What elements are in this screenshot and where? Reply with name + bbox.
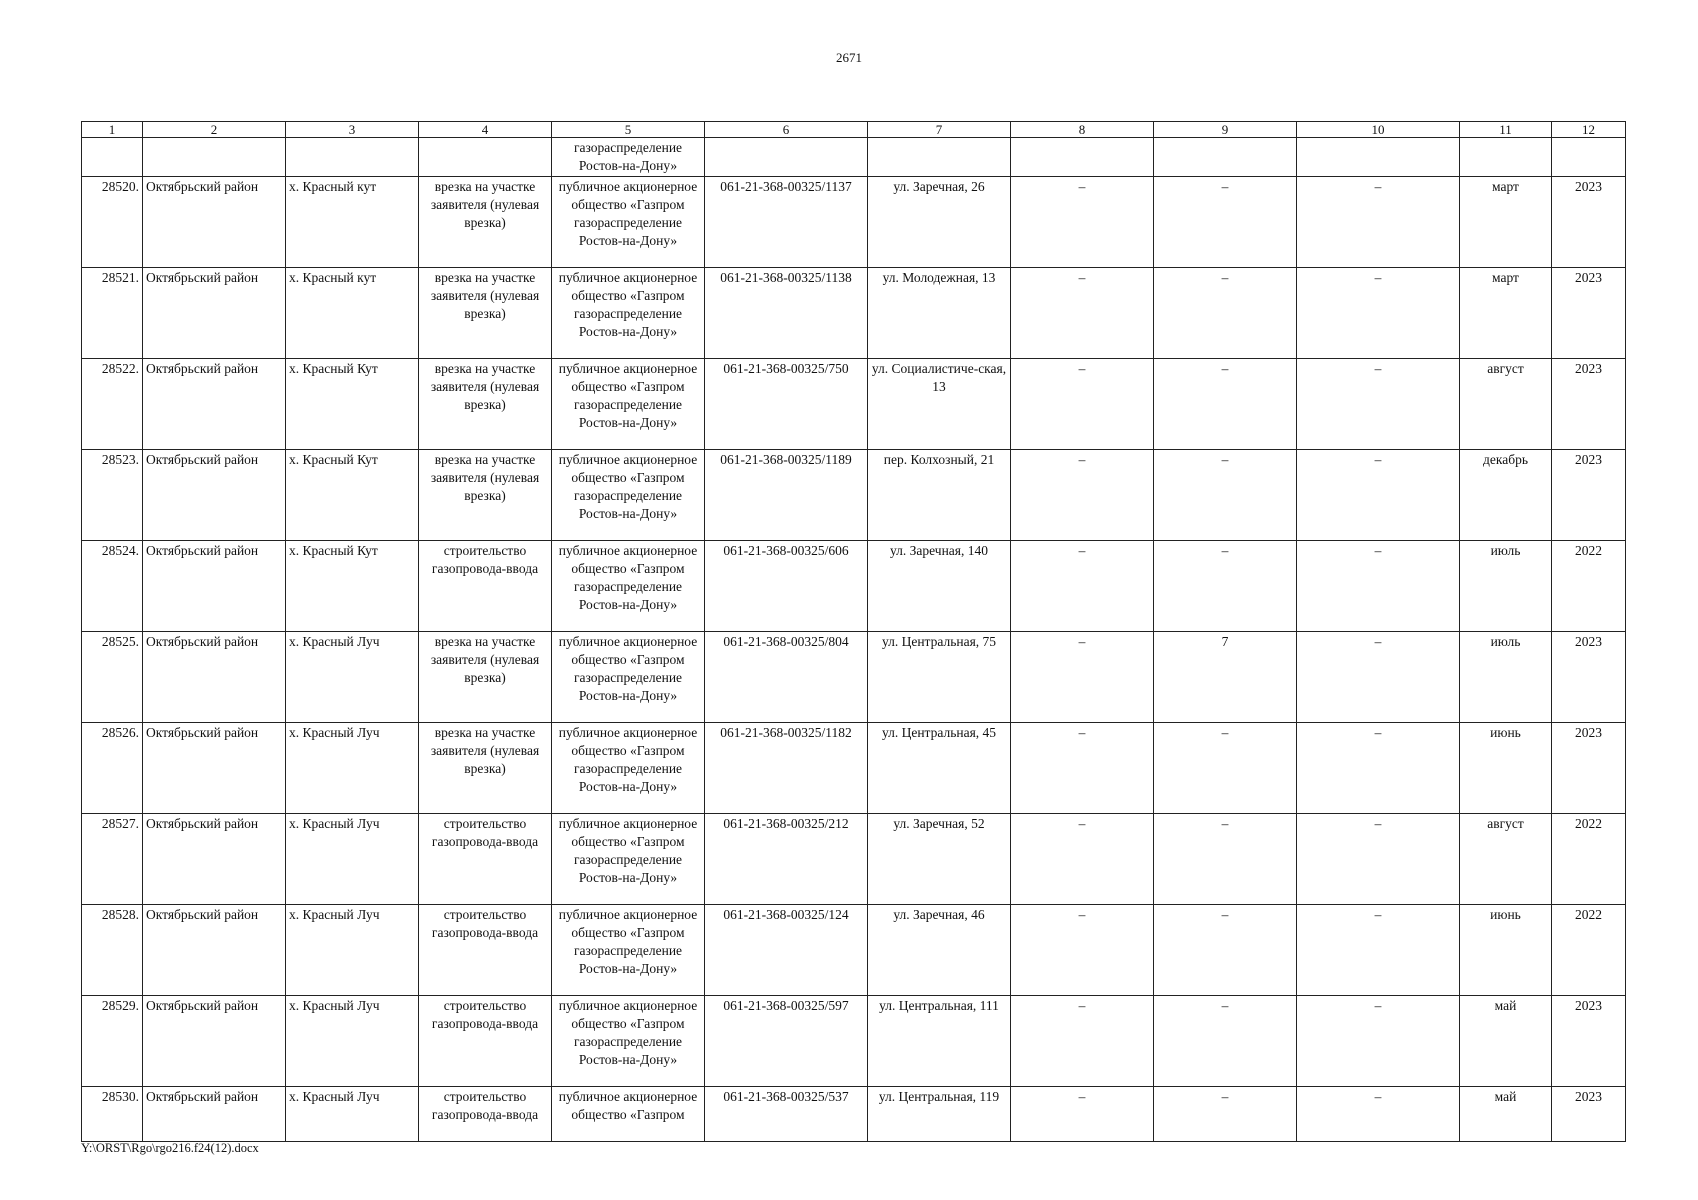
cell-row-number: 28525. <box>82 632 143 723</box>
cell-organization: публичное акционерное общество «Газпром газораспределение Ростов-на-Дону» <box>552 723 705 814</box>
cell-address: пер. Колхозный, 21 <box>868 450 1011 541</box>
cell-code: 061-21-368-00325/537 <box>705 1087 868 1142</box>
cell-month: май <box>1460 1087 1552 1142</box>
cell-row-number: 28527. <box>82 814 143 905</box>
cell-col9: 7 <box>1154 632 1297 723</box>
cell-month: июнь <box>1460 723 1552 814</box>
cell-month: март <box>1460 268 1552 359</box>
cell-year: 2023 <box>1552 632 1626 723</box>
header-cell: 7 <box>868 122 1011 138</box>
cell-col8: – <box>1011 814 1154 905</box>
cell-empty <box>286 138 419 177</box>
cell-col10: – <box>1297 450 1460 541</box>
cell-work-type: строительство газопровода-ввода <box>419 996 552 1087</box>
cell-year: 2023 <box>1552 1087 1626 1142</box>
cell-month: май <box>1460 996 1552 1087</box>
cell-organization: публичное акционерное общество «Газпром газораспределение Ростов-на-Дону» <box>552 359 705 450</box>
cell-col9: – <box>1154 1087 1297 1142</box>
cell-row-number: 28528. <box>82 905 143 996</box>
cell-settlement: х. Красный Луч <box>286 905 419 996</box>
table-row <box>82 450 1626 541</box>
cell-col8: – <box>1011 1087 1154 1142</box>
cell-settlement: х. Красный Луч <box>286 632 419 723</box>
cell-address: ул. Заречная, 26 <box>868 177 1011 268</box>
header-cell: 1 <box>82 122 143 138</box>
cell-settlement: х. Красный Кут <box>286 541 419 632</box>
table-row <box>82 723 1626 814</box>
table-row <box>82 905 1626 996</box>
cell-year: 2023 <box>1552 996 1626 1087</box>
page-number: 2671 <box>836 50 862 65</box>
cell-work-type: врезка на участке заявителя (нулевая врезка) <box>419 359 552 450</box>
cell-organization: публичное акционерное общество «Газпром газораспределение Ростов-на-Дону» <box>552 996 705 1087</box>
cell-address: ул. Молодежная, 13 <box>868 268 1011 359</box>
cell-row-number: 28523. <box>82 450 143 541</box>
cell-work-type: строительство газопровода-ввода <box>419 1087 552 1142</box>
cell-empty <box>705 138 868 177</box>
cell-organization: публичное акционерное общество «Газпром <box>552 1087 705 1142</box>
cell-col10: – <box>1297 632 1460 723</box>
cell-col9: – <box>1154 723 1297 814</box>
cell-col10: – <box>1297 814 1460 905</box>
cell-col8: – <box>1011 723 1154 814</box>
cell-settlement: х. Красный Луч <box>286 996 419 1087</box>
cell-col9: – <box>1154 996 1297 1087</box>
cell-work-type: врезка на участке заявителя (нулевая врезка) <box>419 268 552 359</box>
cell-code: 061-21-368-00325/597 <box>705 996 868 1087</box>
cell-month: декабрь <box>1460 450 1552 541</box>
cell-settlement: х. Красный кут <box>286 268 419 359</box>
cell-code: 061-21-368-00325/124 <box>705 905 868 996</box>
cell-district: Октябрьский район <box>143 905 286 996</box>
table-row <box>82 996 1626 1087</box>
cell-code: 061-21-368-00325/1137 <box>705 177 868 268</box>
table-row <box>82 359 1626 450</box>
cell-row-number: 28530. <box>82 1087 143 1142</box>
cell-district: Октябрьский район <box>143 268 286 359</box>
cell-empty <box>143 138 286 177</box>
cell-row-number: 28520. <box>82 177 143 268</box>
cell-settlement: х. Красный Луч <box>286 723 419 814</box>
cell-code: 061-21-368-00325/1189 <box>705 450 868 541</box>
cell-work-type: строительство газопровода-ввода <box>419 541 552 632</box>
cell-col10: – <box>1297 541 1460 632</box>
cell-col9: – <box>1154 541 1297 632</box>
cell-settlement: х. Красный Луч <box>286 814 419 905</box>
cell-district: Октябрьский район <box>143 723 286 814</box>
cell-organization: публичное акционерное общество «Газпром газораспределение Ростов-на-Дону» <box>552 632 705 723</box>
cell-year: 2022 <box>1552 541 1626 632</box>
cell-col9: – <box>1154 359 1297 450</box>
cell-work-type: врезка на участке заявителя (нулевая врезка) <box>419 723 552 814</box>
cell-col10: – <box>1297 905 1460 996</box>
cell-address: ул. Центральная, 119 <box>868 1087 1011 1142</box>
header-cell: 3 <box>286 122 419 138</box>
cell-work-type: врезка на участке заявителя (нулевая врезка) <box>419 177 552 268</box>
cell-settlement: х. Красный Кут <box>286 450 419 541</box>
cell-organization: публичное акционерное общество «Газпром газораспределение Ростов-на-Дону» <box>552 541 705 632</box>
cell-organization: публичное акционерное общество «Газпром газораспределение Ростов-на-Дону» <box>552 905 705 996</box>
file-path: Y:\ORST\Rgo\rgo216.f24(12).docx <box>81 1141 259 1155</box>
cell-organization: публичное акционерное общество «Газпром газораспределение Ростов-на-Дону» <box>552 268 705 359</box>
cell-empty <box>1297 138 1460 177</box>
cell-address: ул. Социалистиче-ская, 13 <box>868 359 1011 450</box>
cell-col10: – <box>1297 996 1460 1087</box>
table-row <box>82 632 1626 723</box>
cell-month: июль <box>1460 632 1552 723</box>
cell-address: ул. Заречная, 46 <box>868 905 1011 996</box>
cell-year: 2022 <box>1552 905 1626 996</box>
header-cell: 9 <box>1154 122 1297 138</box>
cell-district: Октябрьский район <box>143 632 286 723</box>
cell-col8: – <box>1011 905 1154 996</box>
cell-empty <box>419 138 552 177</box>
cell-col8: – <box>1011 632 1154 723</box>
table-body <box>82 122 1626 1142</box>
table-row <box>82 177 1626 268</box>
cell-empty <box>1011 138 1154 177</box>
cell-col10: – <box>1297 359 1460 450</box>
header-cell: 6 <box>705 122 868 138</box>
cell-code: 061-21-368-00325/750 <box>705 359 868 450</box>
cell-empty <box>868 138 1011 177</box>
cell-empty <box>1552 138 1626 177</box>
cell-code: 061-21-368-00325/606 <box>705 541 868 632</box>
cell-district: Октябрьский район <box>143 541 286 632</box>
cell-district: Октябрьский район <box>143 177 286 268</box>
cell-work-type: врезка на участке заявителя (нулевая врезка) <box>419 450 552 541</box>
cell-col10: – <box>1297 1087 1460 1142</box>
cell-district: Октябрьский район <box>143 996 286 1087</box>
cell-empty <box>1154 138 1297 177</box>
cell-row-number: 28526. <box>82 723 143 814</box>
cell-col8: – <box>1011 450 1154 541</box>
cell-empty <box>82 138 143 177</box>
header-cell: 8 <box>1011 122 1154 138</box>
cell-col9: – <box>1154 177 1297 268</box>
cell-col10: – <box>1297 268 1460 359</box>
cell-row-number: 28521. <box>82 268 143 359</box>
cell-col8: – <box>1011 359 1154 450</box>
cell-row-number: 28524. <box>82 541 143 632</box>
cell-district: Октябрьский район <box>143 814 286 905</box>
header-cell: 10 <box>1297 122 1460 138</box>
cell-col8: – <box>1011 268 1154 359</box>
table-row <box>82 541 1626 632</box>
cell-district: Октябрьский район <box>143 450 286 541</box>
cell-year: 2023 <box>1552 268 1626 359</box>
cell-month: август <box>1460 359 1552 450</box>
cell-year: 2022 <box>1552 814 1626 905</box>
table-row <box>82 268 1626 359</box>
cell-month: июнь <box>1460 905 1552 996</box>
cell-code: 061-21-368-00325/804 <box>705 632 868 723</box>
cell-settlement: х. Красный кут <box>286 177 419 268</box>
header-cell: 12 <box>1552 122 1626 138</box>
column-number-row <box>82 122 1626 138</box>
cell-address: ул. Центральная, 45 <box>868 723 1011 814</box>
cell-organization: публичное акционерное общество «Газпром газораспределение Ростов-на-Дону» <box>552 177 705 268</box>
cell-year: 2023 <box>1552 450 1626 541</box>
cell-code: 061-21-368-00325/1138 <box>705 268 868 359</box>
cell-row-number: 28522. <box>82 359 143 450</box>
cell-address: ул. Центральная, 111 <box>868 996 1011 1087</box>
cell-settlement: х. Красный Луч <box>286 1087 419 1142</box>
cell-work-type: врезка на участке заявителя (нулевая врезка) <box>419 632 552 723</box>
cell-organization: газораспределение Ростов-на-Дону» <box>552 138 705 177</box>
cell-col8: – <box>1011 177 1154 268</box>
cell-work-type: строительство газопровода-ввода <box>419 905 552 996</box>
cell-month: март <box>1460 177 1552 268</box>
header-cell: 5 <box>552 122 705 138</box>
cell-month: июль <box>1460 541 1552 632</box>
cell-code: 061-21-368-00325/1182 <box>705 723 868 814</box>
cell-year: 2023 <box>1552 177 1626 268</box>
cell-district: Октябрьский район <box>143 359 286 450</box>
cell-address: ул. Заречная, 52 <box>868 814 1011 905</box>
cell-month: август <box>1460 814 1552 905</box>
cell-col9: – <box>1154 814 1297 905</box>
cell-address: ул. Заречная, 140 <box>868 541 1011 632</box>
cell-col9: – <box>1154 268 1297 359</box>
cell-year: 2023 <box>1552 359 1626 450</box>
cell-code: 061-21-368-00325/212 <box>705 814 868 905</box>
cell-col9: – <box>1154 905 1297 996</box>
table-row <box>82 1087 1626 1142</box>
header-cell: 11 <box>1460 122 1552 138</box>
cell-address: ул. Центральная, 75 <box>868 632 1011 723</box>
header-cell: 2 <box>143 122 286 138</box>
cell-row-number: 28529. <box>82 996 143 1087</box>
document-table <box>81 121 1626 1142</box>
cell-col10: – <box>1297 723 1460 814</box>
continuation-row <box>82 138 1626 177</box>
cell-organization: публичное акционерное общество «Газпром газораспределение Ростов-на-Дону» <box>552 814 705 905</box>
header-cell: 4 <box>419 122 552 138</box>
cell-organization: публичное акционерное общество «Газпром газораспределение Ростов-на-Дону» <box>552 450 705 541</box>
cell-col8: – <box>1011 541 1154 632</box>
cell-col9: – <box>1154 450 1297 541</box>
cell-district: Октябрьский район <box>143 1087 286 1142</box>
cell-col8: – <box>1011 996 1154 1087</box>
cell-year: 2023 <box>1552 723 1626 814</box>
cell-work-type: строительство газопровода-ввода <box>419 814 552 905</box>
cell-settlement: х. Красный Кут <box>286 359 419 450</box>
table-row <box>82 814 1626 905</box>
cell-col10: – <box>1297 177 1460 268</box>
cell-empty <box>1460 138 1552 177</box>
